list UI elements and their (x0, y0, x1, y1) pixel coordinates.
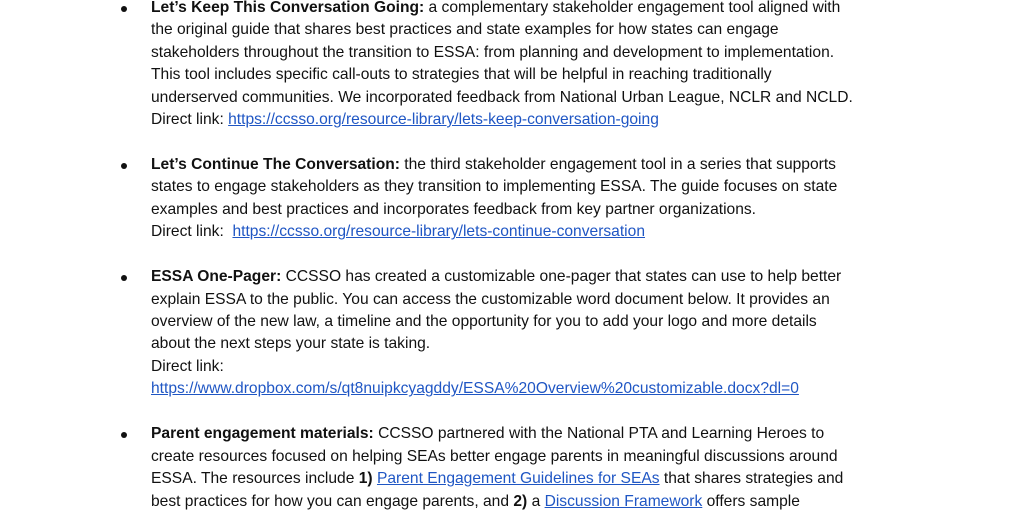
item-text: underserved communities. We incorporated feedback from National Urban League, NCLR and NCLD. (151, 88, 853, 106)
item-text: best practices for how you can engage parents, and (151, 492, 514, 510)
item-title: Parent engagement materials: (151, 425, 374, 443)
direct-link[interactable]: https://ccsso.org/resource-library/lets-keep-conversation-going (228, 111, 659, 129)
item-title: Let’s Keep This Conversation Going: (151, 0, 425, 16)
item-text: about the next steps your state is taking. (151, 335, 431, 353)
item-text: explain ESSA to the public. You can access the customizable word document below. It provides an (151, 290, 830, 308)
direct-link-label: Direct link: (151, 357, 224, 375)
parent-engagement-guidelines-link[interactable]: Parent Engagement Guidelines for SEAs (376, 470, 660, 488)
list-item-keep-conversation (118, 0, 908, 131)
bullet-icon (121, 275, 127, 281)
item-text: examples and best practices and incorporates feedback from key partner organizations. (151, 200, 757, 218)
list-item-essa-one-pager (118, 266, 908, 400)
list-number: 1) (358, 470, 373, 488)
discussion-framework-link[interactable]: Discussion Framework (544, 492, 703, 510)
item-title: ESSA One-Pager: (151, 268, 282, 286)
item-text: that shares strategies and (659, 470, 844, 488)
list-item-parent-engagement (118, 423, 908, 512)
item-text: overview of the new law, a timeline and the opportunity for you to add your logo and more details (151, 313, 817, 331)
item-title: Let’s Continue The Conversation: (151, 156, 400, 174)
direct-link[interactable]: https://ccsso.org/resource-library/lets-continue-conversation (232, 223, 645, 241)
item-text: the third stakeholder engagement tool in a series that supports (399, 156, 836, 174)
item-text: the original guide that shares best practices and state examples for how states can engage (151, 21, 779, 39)
direct-link-label: Direct link: (151, 111, 229, 129)
item-text: a complementary stakeholder engagement tool aligned with (424, 0, 841, 16)
item-text: This tool includes specific call-outs to strategies that will be helpful in reaching traditionally (151, 66, 772, 84)
item-text: ESSA. The resources include (151, 470, 359, 488)
direct-link-label: Direct link: (151, 223, 233, 241)
item-text: create resources focused on helping SEAs better engage parents in meaningful discussions around (151, 447, 838, 465)
item-text: offers sample (702, 492, 800, 510)
bullet-icon (121, 432, 127, 438)
item-text: CCSSO partnered with the National PTA and Learning Heroes to (373, 425, 825, 443)
item-text: a (527, 492, 545, 510)
direct-link[interactable]: https://www.dropbox.com/s/qt8nuipkcyagddy/ESSA%20Overview%20customizable.docx?dl=0 (151, 380, 799, 398)
bullet-icon (121, 6, 127, 12)
item-text: stakeholders throughout the transition to ESSA: from planning and development to implementation. (151, 43, 835, 61)
list-number: 2) (513, 492, 528, 510)
resource-list (118, 0, 908, 512)
item-text: CCSSO has created a customizable one-pager that states can use to help better (281, 268, 842, 286)
list-item-continue-conversation (118, 154, 908, 244)
item-text: states to engage stakeholders as they transition to implementing ESSA. The guide focuses on state (151, 178, 838, 196)
bullet-icon (121, 163, 127, 169)
